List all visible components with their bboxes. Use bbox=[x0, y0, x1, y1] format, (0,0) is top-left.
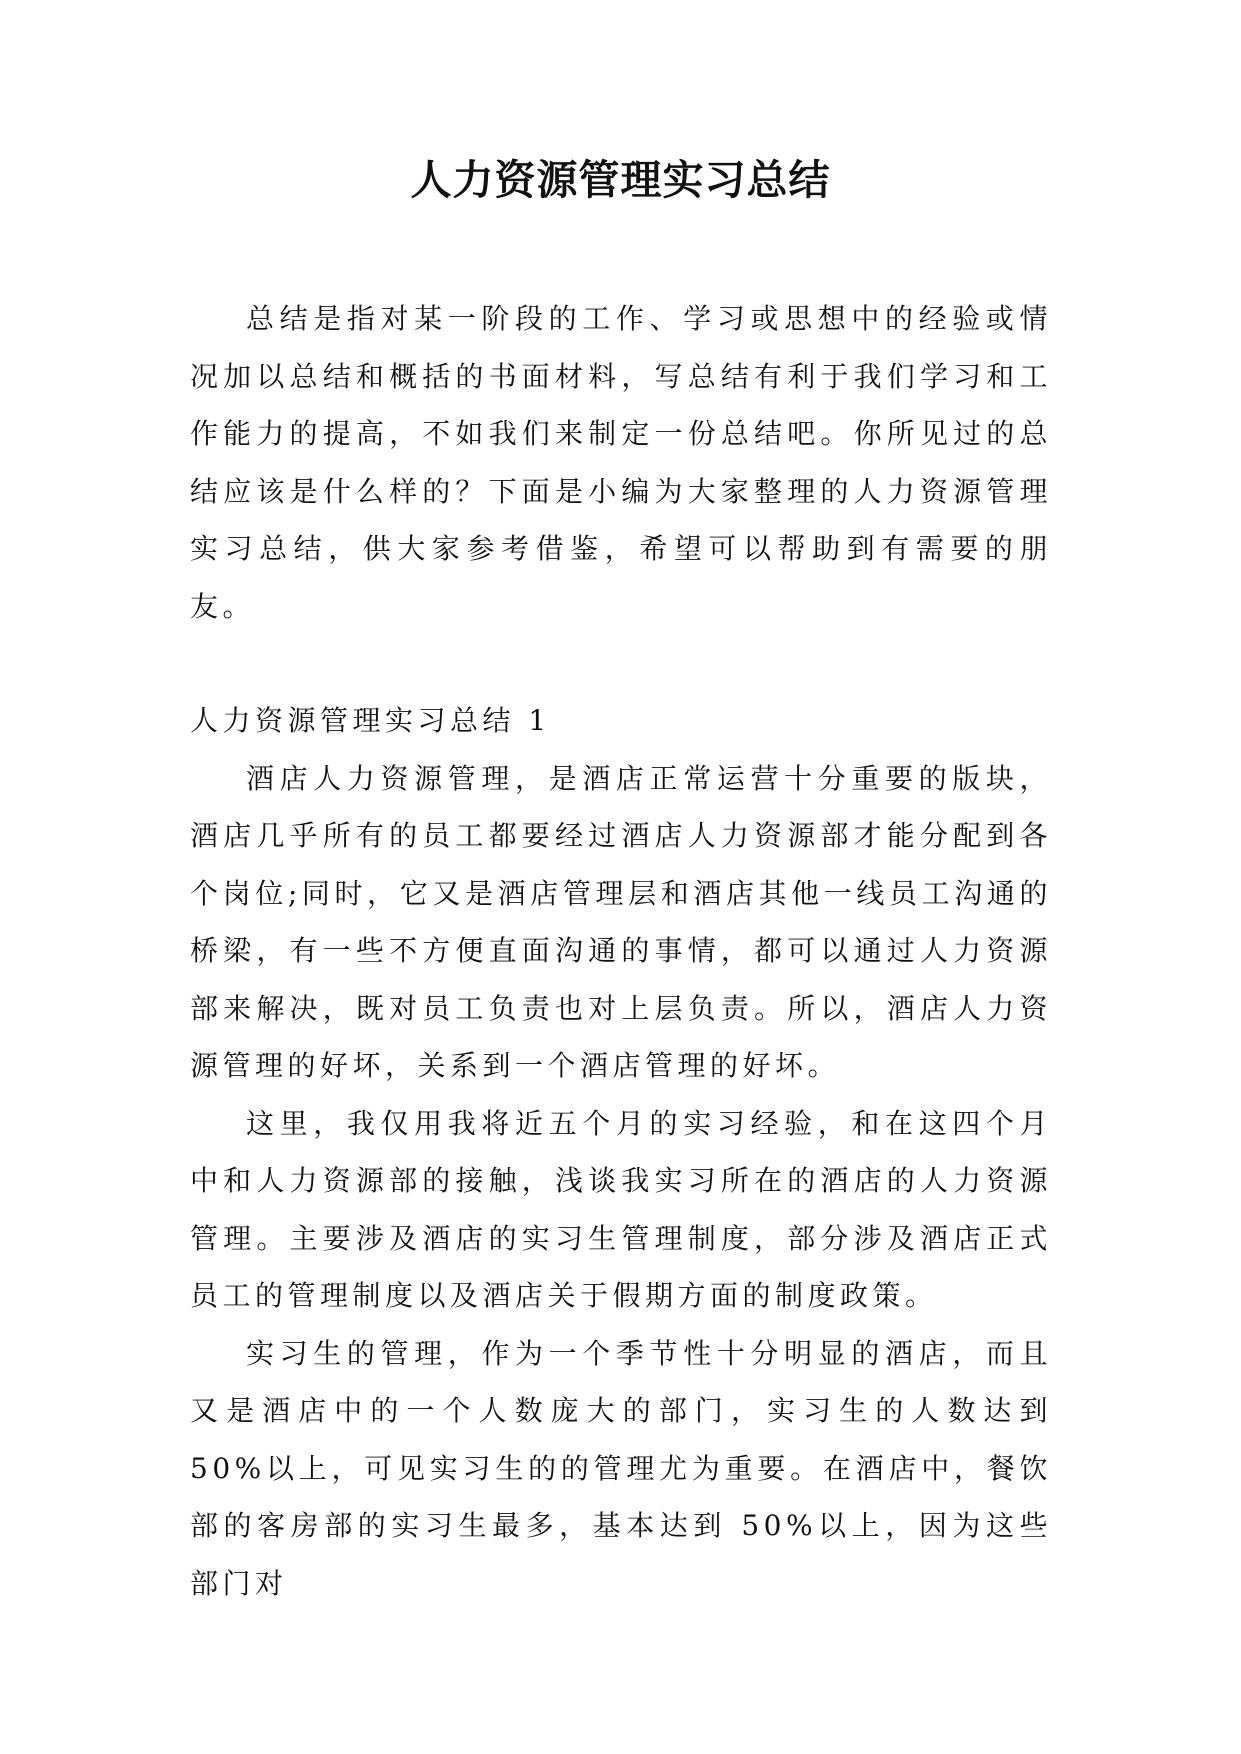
body-paragraph: 酒店人力资源管理，是酒店正常运营十分重要的版块，酒店几乎所有的员工都要经过酒店人力资源部才能分配到各个岗位;同时，它又是酒店管理层和酒店其他一线员工沟通的桥梁，有一些不方便直面沟通的事情，都可以通过人力资源部来解决，既对员工负责也对上层负责。所以，酒店人力资源管理的好坏，关系到一个酒店管理的好坏。 bbox=[190, 761, 1052, 1082]
document-body bbox=[190, 290, 1052, 1612]
section-heading: 人力资源管理实习总结 1 bbox=[190, 704, 551, 737]
body-paragraph: 实习生的管理，作为一个季节性十分明显的酒店，而且又是酒店中的一个人数庞大的部门，实习生的人数达到 50%以上，可见实习生的的管理尤为重要。在酒店中，餐饮部的客房部的实习生最多，基本达到 50%以上，因为这些部门对 bbox=[190, 1336, 1052, 1600]
document-title: 人力资源管理实习总结 bbox=[410, 156, 831, 204]
intro-paragraph: 总结是指对某一阶段的工作、学习或思想中的经验或情况加以总结和概括的书面材料，写总结有利于我们学习和工作能力的提高，不如我们来制定一份总结吧。你所见过的总结应该是什么样的？下面是小编为大家整理的人力资源管理实习总结，供大家参考借鉴，希望可以帮助到有需要的朋友。 bbox=[190, 302, 1052, 623]
body-paragraph: 这里，我仅用我将近五个月的实习经验，和在这四个月中和人力资源部的接触，浅谈我实习所在的酒店的人力资源管理。主要涉及酒店的实习生管理制度，部分涉及酒店正式员工的管理制度以及酒店关于假期方面的制度政策。 bbox=[190, 1106, 1052, 1312]
